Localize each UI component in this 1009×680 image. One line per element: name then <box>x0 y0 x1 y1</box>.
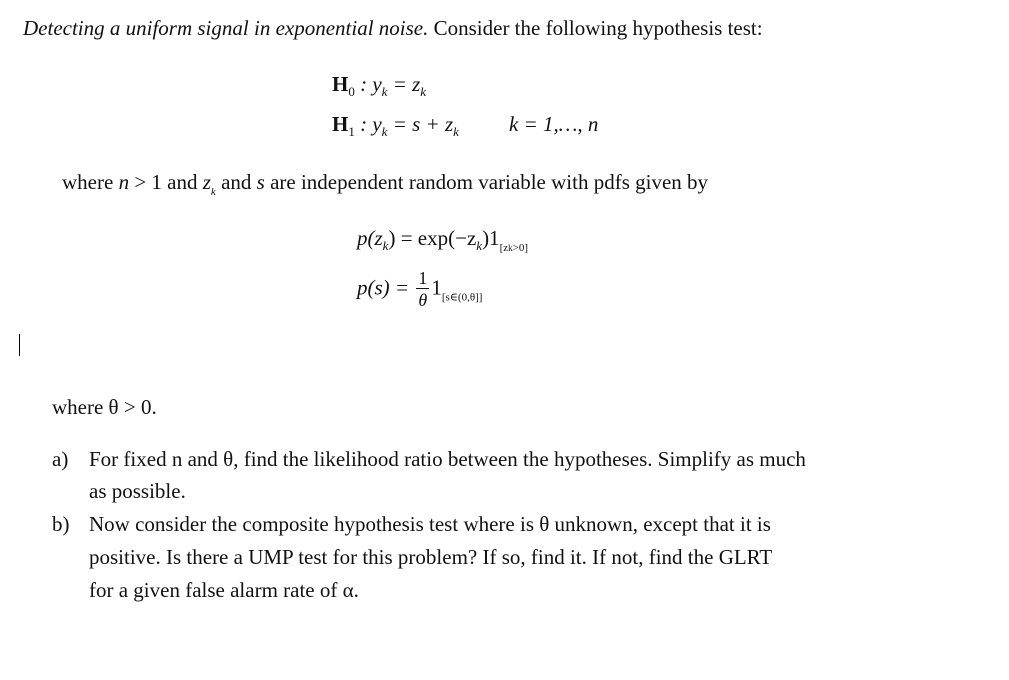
h0-rest: : y <box>354 72 382 96</box>
part-a-label: a) <box>52 447 69 471</box>
text-cursor <box>19 334 20 356</box>
pdf-z-lhs-sub: k <box>382 238 389 253</box>
pdf-z-indicator <box>500 242 528 254</box>
pdf-s-indicator: [s∈(0,θ]] <box>441 291 483 304</box>
where1-a: where <box>62 170 119 194</box>
where1-n: n <box>118 170 130 194</box>
h1-rest: : y <box>354 112 382 136</box>
where-statement-1 <box>62 170 708 198</box>
part-b-label: b) <box>52 512 70 536</box>
where1-zsub: k <box>210 186 216 198</box>
problem-title <box>23 16 763 41</box>
pdf-s-fraction <box>416 268 429 311</box>
where-statement-2: where θ > 0. <box>52 395 157 419</box>
pdf-s-num: 1 <box>418 268 428 288</box>
where1-c: and <box>215 170 257 194</box>
title-rest: Consider the following hypothesis test: <box>433 16 763 40</box>
h1-rest2-sub: k <box>453 124 459 139</box>
h1-sub: 1 <box>348 124 355 139</box>
where1-s: s <box>256 170 265 194</box>
hypothesis-h1 <box>332 112 459 140</box>
pdf-z-lhs: p(z <box>357 226 383 250</box>
part-b-line2: positive. Is there a UMP test for this problem? If so, find it. If not, find the GLRT <box>89 545 773 569</box>
h0-rest-sub: k <box>381 84 388 99</box>
where1-b: > 1 and <box>129 170 203 194</box>
pdf-z-mid: ) = exp(−z <box>388 226 477 250</box>
where1-z: z <box>202 170 211 194</box>
h0-label: H <box>332 72 349 96</box>
part-b-line1: Now consider the composite hypothesis test where is θ unknown, except that it is <box>89 512 771 536</box>
pdf-z-ind-a: [z <box>499 242 509 254</box>
h1-rest2: = s + z <box>387 112 454 136</box>
h0-rest2: = z <box>387 72 421 96</box>
part-a-line2: as possible. <box>89 479 186 503</box>
h0-sub: 0 <box>348 84 355 99</box>
pdf-s-one: 1 <box>431 275 442 300</box>
pdf-z-ind-b: k <box>508 243 513 253</box>
title-italic: Detecting a uniform signal in exponential noise. <box>23 16 429 40</box>
hypothesis-h0 <box>332 72 426 100</box>
h0-rest2-sub: k <box>420 84 427 99</box>
pdf-z-end: )1 <box>482 226 500 250</box>
h1-label: H <box>332 112 349 136</box>
where1-d: are independent random variable with pdfs given by <box>264 170 709 194</box>
part-a-line1: For fixed n and θ, find the likelihood ratio between the hypotheses. Simplify as much <box>89 447 806 471</box>
pdf-z-exp-sub: k <box>476 238 483 253</box>
pdf-z-equation <box>357 226 528 254</box>
pdf-z-ind-c: >0] <box>512 242 528 254</box>
pdf-s-den: θ <box>418 290 428 310</box>
pdf-s-lhs: p(s) = <box>357 275 415 300</box>
h1-rest-sub: k <box>381 124 388 139</box>
pdf-s-equation <box>357 268 482 311</box>
part-b-line3: for a given false alarm rate of α. <box>89 578 359 602</box>
hypothesis-range: k = 1,…, n <box>509 112 599 136</box>
